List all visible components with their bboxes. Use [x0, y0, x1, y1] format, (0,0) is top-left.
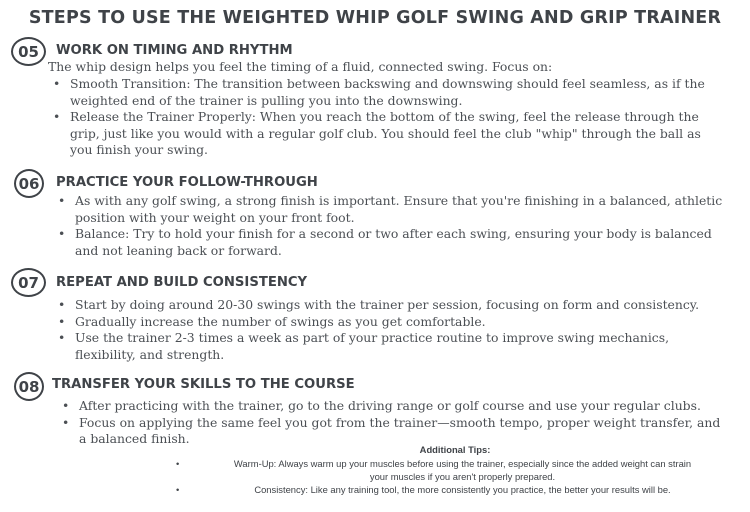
bullet-line: • After practicing with the trainer, go to the driving range or golf course and use your regular clubs. [79, 398, 701, 413]
tip-line: Warm-Up: Always warm up your muscles before using the trainer, especially since the added weight can strain [233, 458, 692, 469]
tip-item-consistency [190, 484, 735, 497]
bullet-line: grip, just like you would with a regular golf club. You should feel the club "whip" through the ball as [70, 125, 701, 141]
bullet-line: weighted end of the trainer is pulling you into the downswing. [70, 92, 463, 108]
step-heading-05: WORK ON TIMING AND RHYTHM [56, 43, 293, 58]
step-heading-06: PRACTICE YOUR FOLLOW-THROUGH [56, 175, 318, 190]
bullet-line: • As with any golf swing, a strong finish is important. Ensure that you're finishing in a balanced, athletic [75, 193, 723, 208]
list-item [58, 193, 722, 226]
step-badge-08: 08 [14, 372, 44, 401]
step-08-bullet-list [62, 398, 720, 448]
tip-line: your muscles if you aren't properly prepared. [369, 470, 556, 482]
bullet-line: • Smooth Transition: The transition between backswing and downswing should feel seamless, as if the [70, 76, 705, 91]
list-item [62, 415, 720, 448]
list-item [58, 314, 699, 331]
step-badge-06: 06 [14, 169, 44, 198]
bullet-line: • Focus on applying the same feel you got from the trainer—smooth tempo, proper weight transfer, and [79, 414, 721, 430]
list-item [53, 109, 705, 159]
step-heading-07: REPEAT AND BUILD CONSISTENCY [56, 275, 308, 290]
step-06-bullet-list [58, 193, 722, 259]
tip-item-warmup [190, 458, 735, 484]
tip-line: Consistency: Like any training tool, the more consistently you practice, the better your results will be. [254, 484, 671, 495]
bullet-line: a balanced finish. [79, 431, 190, 447]
list-item [58, 226, 722, 259]
tip-bullet-icon: • [176, 458, 180, 469]
bullet-line: and not leaning back or forward. [75, 242, 282, 258]
step-badge-07: 07 [11, 268, 46, 297]
page-title: STEPS TO USE THE WEIGHTED WHIP GOLF SWING AND GRIP TRAINER [28, 8, 722, 28]
bullet-line: position with your weight on your front foot. [75, 209, 355, 225]
list-item [62, 398, 720, 415]
tip-bullet-icon: • [176, 484, 180, 495]
bullet-line: • Gradually increase the number of swings as you get comfortable. [75, 313, 486, 329]
additional-tips-title: Additional Tips: [419, 444, 491, 455]
step-heading-08: TRANSFER YOUR SKILLS TO THE COURSE [52, 377, 355, 392]
bullet-line: you finish your swing. [70, 142, 208, 158]
bullet-line: • Start by doing around 20-30 swings with the trainer per session, focusing on form and consistency. [75, 297, 700, 312]
list-item [58, 297, 699, 314]
step-05-intro: The whip design helps you feel the timing of a fluid, connected swing. Focus on: [48, 59, 553, 74]
step-05-bullet-list [53, 76, 705, 159]
step-07-bullet-list [58, 297, 699, 363]
bullet-line: • Use the trainer 2-3 times a week as part of your practice routine to improve swing mechanics, [75, 330, 670, 346]
step-badge-05: 05 [11, 37, 46, 66]
list-item [53, 76, 705, 109]
list-item [58, 330, 699, 363]
bullet-line: • Release the Trainer Properly: When you reach the bottom of the swing, feel the release through the [70, 109, 699, 125]
bullet-line: flexibility, and strength. [75, 346, 225, 362]
bullet-line: • Balance: Try to hold your finish for a second or two after each swing, ensuring your body is balanced [75, 226, 712, 242]
